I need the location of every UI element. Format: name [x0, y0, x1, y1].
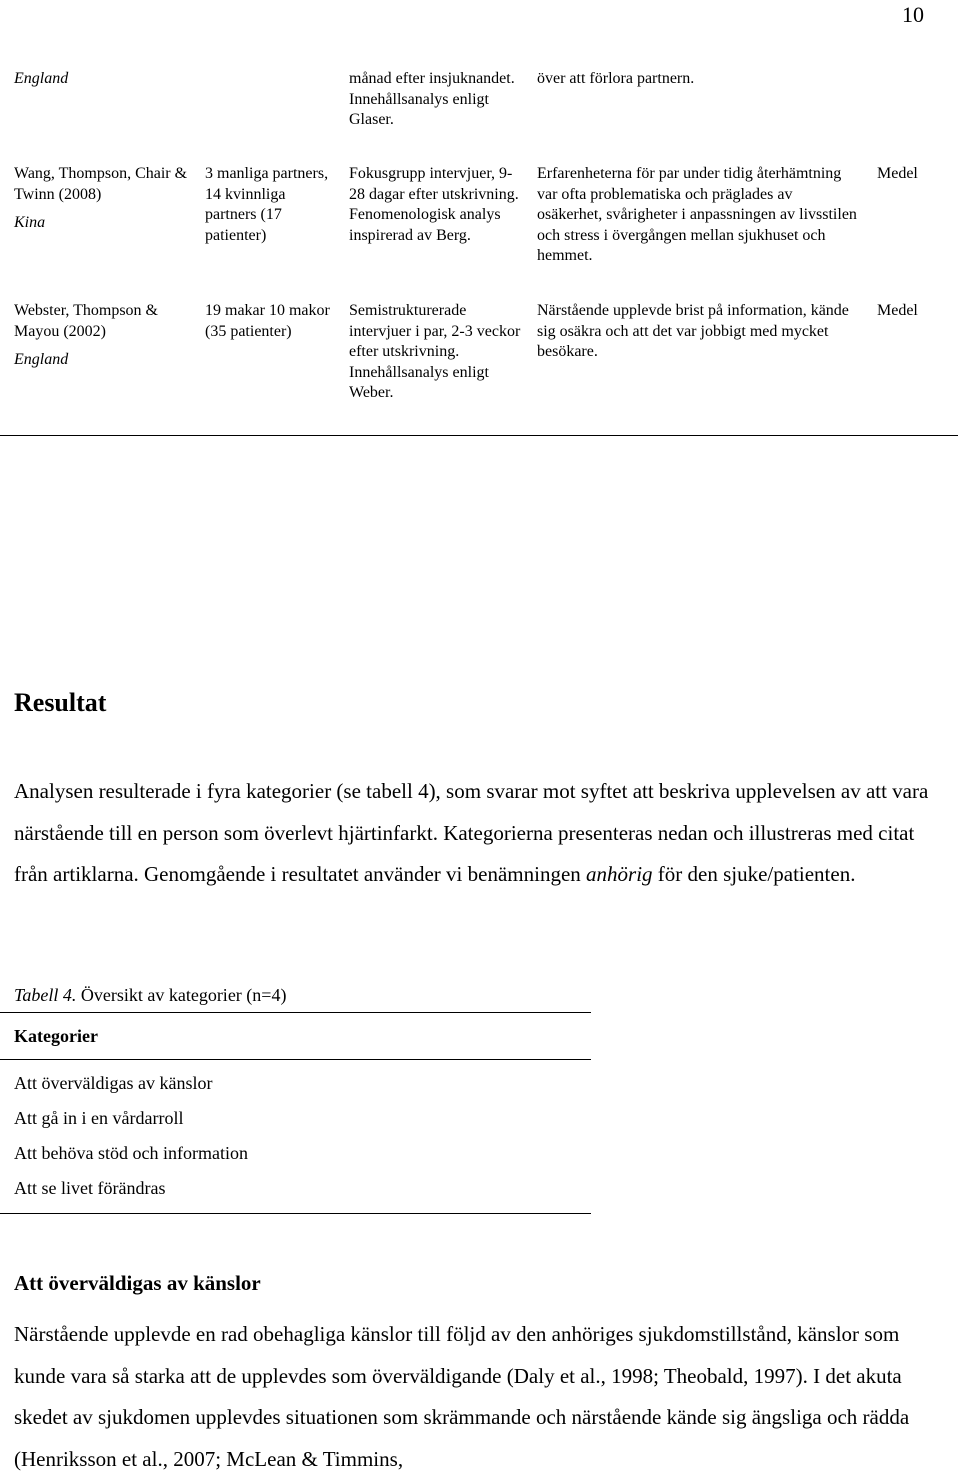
- intro-paragraph: [14, 771, 939, 896]
- intro-text-1: Analysen resulterade i fyra kategorier (se tabell 4), som svarar mot syftet att beskriva upplevelsen av att vara närstående till en person som överlevt hjärtinfarkt. Kategorierna presenteras nedan och illustreras med citat från artiklarna. Genomgående i resultatet använder vi benämningen: [14, 779, 929, 886]
- study-results: Närstående upplevde brist på information, kände sig osäkra och att det var jobbigt med mycket besökare.: [537, 302, 849, 360]
- category-item: Att behöva stöd och information: [14, 1143, 248, 1163]
- study-method: Semistrukturerade intervjuer i par, 2-3 veckor efter utskrivning. Innehållsanalys enligt Weber.: [349, 302, 521, 401]
- study-participants: 3 manliga partners, 14 kvinnliga partners (17 patienter): [205, 165, 329, 244]
- study-quality: Medel: [877, 165, 918, 182]
- subsection-paragraph: Närstående upplevde en rad obehagliga känslor till följd av den anhöriges sjukdomstillstånd, känslor som kunde vara så starka att de upplevdes som överväldigande (Daly et al., 1998; Theobald, 1997). I det akuta skedet av sjukdomen upplevdes situationen som skrämmande och närstående kände sig ängsliga och rädda (Henriksson et al., 2007; McLean & Timmins,: [14, 1322, 910, 1471]
- study-country: England: [14, 351, 69, 368]
- intro-emphasis: anhörig: [586, 862, 653, 886]
- caption-text: Översikt av kategorier (n=4): [76, 985, 287, 1005]
- study-results: över att förlora partnern.: [537, 70, 695, 87]
- category-table-caption: [14, 985, 286, 1006]
- intro-text-2: för den sjuke/patienten.: [652, 862, 856, 886]
- category-item: Att gå in i en vårdarroll: [14, 1108, 184, 1128]
- study-authors: Webster, Thompson & Mayou (2002): [14, 302, 158, 340]
- study-authors-cell: [14, 69, 189, 90]
- study-country: England: [14, 70, 69, 87]
- page-number: 10: [902, 2, 924, 27]
- table-bottom-rule: [0, 435, 958, 436]
- category-table-top-rule: [0, 1012, 591, 1013]
- study-results: Erfarenheterna för par under tidig återhämtning var ofta problematiska och präglades av osäkerhet, svårigheter i anpassningen av livsstilen och stress i övergången mellan sjukhuset och hemmet.: [537, 165, 857, 264]
- subsection-heading: Att överväldigas av känslor: [14, 1271, 261, 1295]
- category-table-bottom-rule: [0, 1213, 591, 1214]
- study-country: Kina: [14, 214, 46, 231]
- study-authors-cell: [14, 164, 189, 234]
- study-quality: Medel: [877, 302, 918, 319]
- study-method: månad efter insjuknandet. Innehållsanalys enligt Glaser.: [349, 70, 515, 128]
- section-heading: Resultat: [14, 688, 107, 717]
- caption-label: Tabell 4.: [14, 985, 77, 1005]
- study-participants: 19 makar 10 makor (35 patienter): [205, 302, 330, 340]
- study-authors: Wang, Thompson, Chair & Twinn (2008): [14, 165, 188, 203]
- category-item: Att överväldigas av känslor: [14, 1073, 213, 1093]
- study-authors-cell: [14, 301, 189, 371]
- category-table-header: Kategorier: [14, 1026, 98, 1046]
- category-table-header-rule: [0, 1059, 591, 1060]
- study-method: Fokusgrupp intervjuer, 9-28 dagar efter utskrivning. Fenomenologisk analys inspirerad av Berg.: [349, 165, 519, 244]
- category-item: Att se livet förändras: [14, 1178, 166, 1198]
